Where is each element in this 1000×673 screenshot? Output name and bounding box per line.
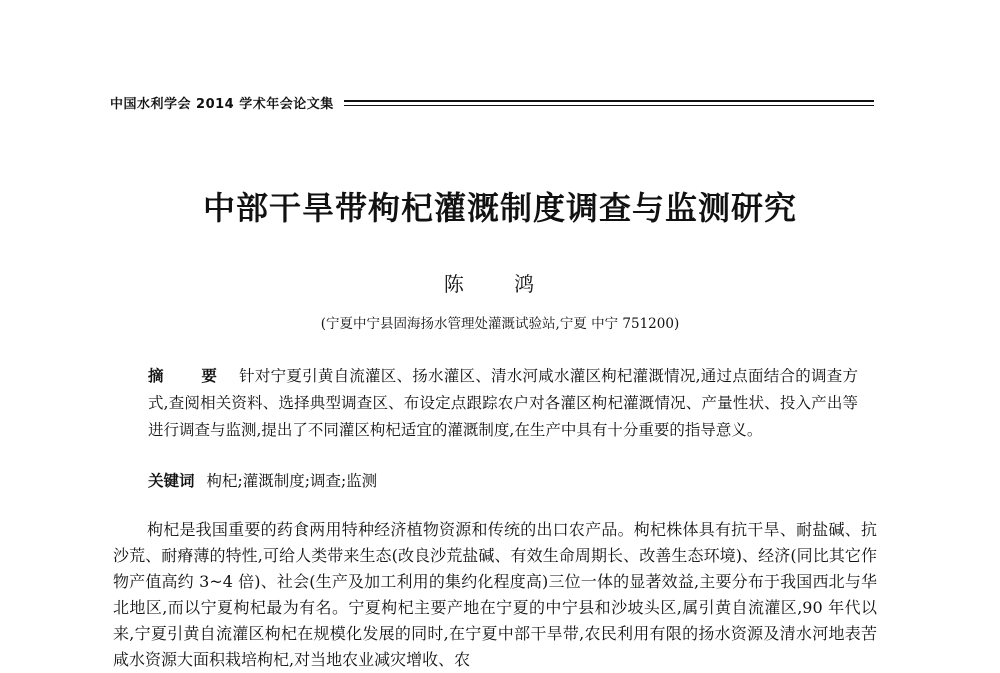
running-header	[110, 93, 874, 112]
author-affiliation: (宁夏中宁县固海扬水管理处灌溉试验站,宁夏 中宁 751200)	[320, 316, 680, 332]
keywords-text: 枸杞;灌溉制度;调查;监测	[206, 472, 378, 490]
paper-title: 中部干旱带枸杞灌溉制度调查与监测研究	[202, 189, 797, 227]
abstract-block	[148, 363, 858, 444]
keywords-block	[148, 470, 858, 492]
body-paragraph: 枸杞是我国重要的药食两用特种经济植物资源和传统的出口农产品。枸杞株体具有抗干旱、耐盐碱、抗沙荒、耐瘠薄的特性,可给人类带来生态(改良沙荒盐碱、有效生命周期长、改善生态环境)、经济(同比其它作物产值高约 3~4 倍)、社会(生产及加工利用的集约化程度高)三位一体的显著效益,主要分布于我国西北与华北地区,而以宁夏枸杞最为有名。宁夏枸杞主要产地在宁夏的中宁县和沙坡头区,属引黄自流灌区,90 年代以来,宁夏引黄自流灌区枸杞在规模化发展的同时,在宁夏中部干旱带,农民利用有限的扬水资源及清水河地表苦咸水资源大面积栽培枸杞,对当地农业减灾增收、农	[113, 520, 877, 669]
keywords-label: 关键词	[148, 472, 195, 490]
journal-name: 中国水利学会 2014 学术年会论文集	[110, 97, 334, 112]
author-name: 陈 鸿	[443, 272, 557, 296]
header-double-rule	[344, 99, 874, 107]
abstract-label: 摘 要	[148, 367, 234, 385]
abstract-text: 针对宁夏引黄自流灌区、扬水灌区、清水河咸水灌区枸杞灌溉情况,通过点面结合的调查方式,查阅相关资料、选择典型调查区、布设定点跟踪农户对各灌区枸杞灌溉情况、产量性状、投入产出等进行调查与监测,提出了不同灌区枸杞适宜的灌溉制度,在生产中具有十分重要的指导意义。	[148, 367, 858, 439]
